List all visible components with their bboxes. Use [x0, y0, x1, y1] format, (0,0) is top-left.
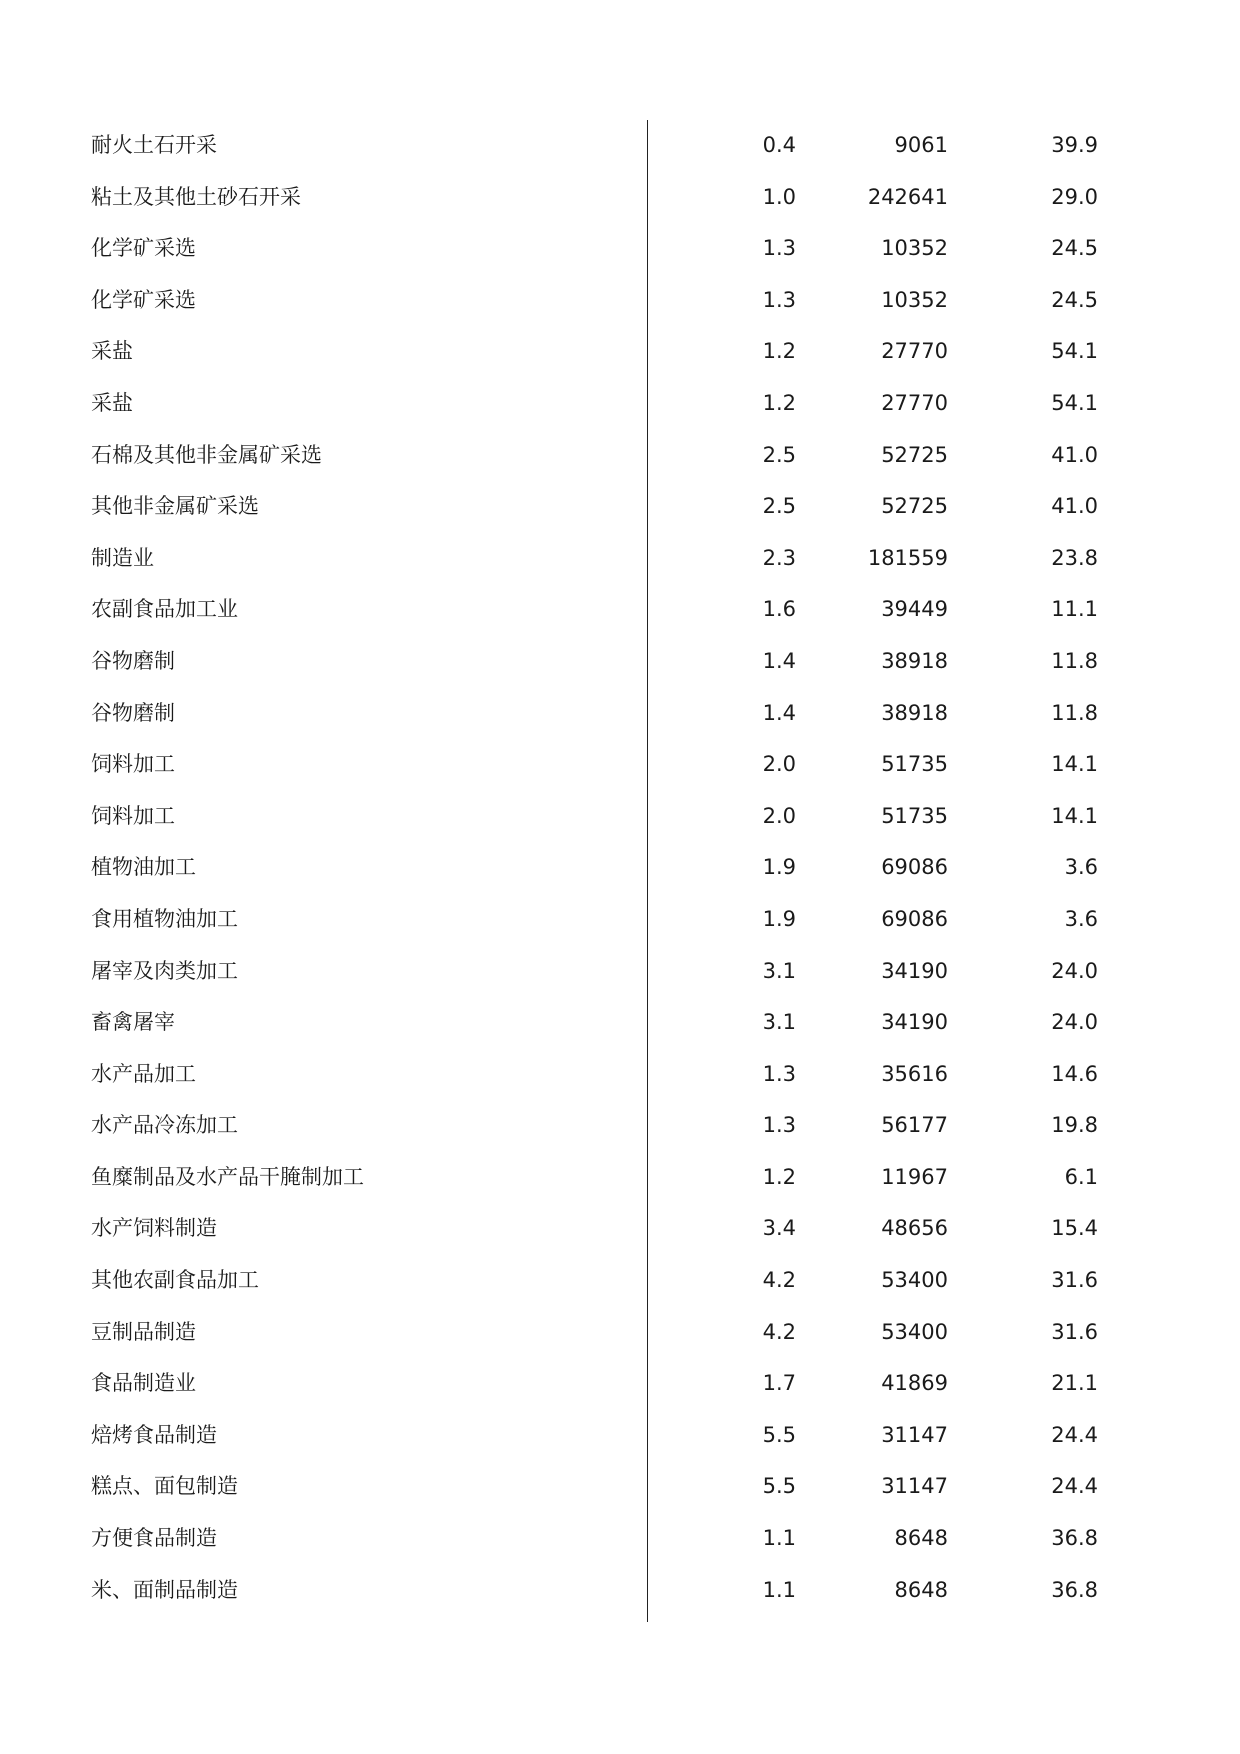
value-col-3: 21.1: [1051, 1371, 1098, 1396]
value-col-3: 36.8: [1051, 1577, 1098, 1602]
table-row: [0, 430, 1240, 482]
value-col-2: 35616: [881, 1061, 948, 1086]
value-col-1: 2.5: [762, 494, 796, 519]
value-col-1: 2.3: [762, 545, 796, 570]
value-col-2: 51735: [881, 752, 948, 777]
industry-name: 糕点、面包制造: [91, 1474, 238, 1499]
value-col-1: 1.6: [762, 597, 796, 622]
value-col-1: 2.5: [762, 442, 796, 467]
value-col-2: 48656: [881, 1216, 948, 1241]
value-col-3: 23.8: [1051, 545, 1098, 570]
value-col-3: 14.6: [1051, 1061, 1098, 1086]
value-col-1: 1.3: [762, 287, 796, 312]
table-row: [0, 894, 1240, 946]
value-col-1: 1.2: [762, 339, 796, 364]
industry-name: 化学矿采选: [91, 236, 196, 261]
table-row: [0, 636, 1240, 688]
value-col-2: 8648: [894, 1577, 948, 1602]
table-row: [0, 688, 1240, 740]
industry-name: 焙烤食品制造: [91, 1422, 217, 1447]
value-col-2: 27770: [881, 390, 948, 415]
table-row: [0, 1565, 1240, 1617]
value-col-3: 24.5: [1051, 287, 1098, 312]
value-col-3: 24.4: [1051, 1422, 1098, 1447]
value-col-2: 38918: [881, 700, 948, 725]
value-col-3: 6.1: [1064, 1164, 1098, 1189]
value-col-2: 31147: [881, 1422, 948, 1447]
industry-name: 畜禽屠宰: [91, 1010, 175, 1035]
table-row: [0, 1358, 1240, 1410]
value-col-3: 11.1: [1051, 597, 1098, 622]
industry-name: 鱼糜制品及水产品干腌制加工: [91, 1164, 364, 1189]
value-col-1: 2.0: [762, 803, 796, 828]
value-col-1: 1.4: [762, 700, 796, 725]
value-col-1: 1.7: [762, 1371, 796, 1396]
industry-name: 饲料加工: [91, 803, 175, 828]
value-col-1: 3.1: [762, 958, 796, 983]
value-col-3: 41.0: [1051, 494, 1098, 519]
industry-name: 耐火土石开采: [91, 133, 217, 157]
industry-name: 采盐: [91, 339, 133, 364]
industry-name: 饲料加工: [91, 752, 175, 777]
value-col-2: 34190: [881, 958, 948, 983]
value-col-1: 1.3: [762, 236, 796, 261]
value-col-1: 0.4: [762, 133, 796, 157]
table-row: [0, 739, 1240, 791]
industry-name: 谷物磨制: [91, 700, 175, 725]
value-col-2: 38918: [881, 648, 948, 673]
table-row: [0, 946, 1240, 998]
table-row: [0, 1049, 1240, 1101]
value-col-1: 5.5: [762, 1422, 796, 1447]
value-col-2: 31147: [881, 1474, 948, 1499]
table-row: [0, 533, 1240, 585]
value-col-1: 1.2: [762, 1164, 796, 1189]
value-col-3: 11.8: [1051, 700, 1098, 725]
industry-name: 水产品冷冻加工: [91, 1113, 238, 1138]
value-col-2: 51735: [881, 803, 948, 828]
value-col-2: 181559: [867, 545, 948, 570]
value-col-2: 10352: [881, 287, 948, 312]
value-col-2: 27770: [881, 339, 948, 364]
table-row: [0, 1307, 1240, 1359]
table-row: [0, 842, 1240, 894]
industry-name: 谷物磨制: [91, 648, 175, 673]
value-col-1: 5.5: [762, 1474, 796, 1499]
value-col-2: 34190: [881, 1010, 948, 1035]
value-col-1: 4.2: [762, 1268, 796, 1293]
value-col-1: 1.0: [762, 184, 796, 209]
table-row: [0, 1513, 1240, 1565]
industry-name: 屠宰及肉类加工: [91, 958, 238, 983]
table-row: [0, 481, 1240, 533]
value-col-3: 11.8: [1051, 648, 1098, 673]
value-col-3: 29.0: [1051, 184, 1098, 209]
value-col-2: 69086: [881, 855, 948, 880]
industry-name: 采盐: [91, 390, 133, 415]
value-col-2: 69086: [881, 906, 948, 931]
value-col-2: 52725: [881, 494, 948, 519]
value-col-2: 9061: [894, 133, 948, 157]
table-row: [0, 1203, 1240, 1255]
table-row: [0, 172, 1240, 224]
value-col-2: 10352: [881, 236, 948, 261]
value-col-2: 41869: [881, 1371, 948, 1396]
value-col-3: 14.1: [1051, 752, 1098, 777]
table-row: [0, 791, 1240, 843]
value-col-3: 24.0: [1051, 958, 1098, 983]
industry-name: 方便食品制造: [91, 1526, 217, 1551]
industry-name: 粘土及其他土砂石开采: [91, 184, 301, 209]
value-col-3: 3.6: [1064, 906, 1098, 931]
value-col-1: 1.3: [762, 1061, 796, 1086]
value-col-1: 4.2: [762, 1319, 796, 1344]
table-row: [0, 1100, 1240, 1152]
value-col-3: 54.1: [1051, 339, 1098, 364]
value-col-2: 53400: [881, 1319, 948, 1344]
industry-name: 水产品加工: [91, 1061, 196, 1086]
value-col-1: 3.4: [762, 1216, 796, 1241]
value-col-1: 1.1: [762, 1526, 796, 1551]
table-row: [0, 378, 1240, 430]
table-row: [0, 223, 1240, 275]
value-col-3: 15.4: [1051, 1216, 1098, 1241]
value-col-1: 1.2: [762, 390, 796, 415]
value-col-2: 53400: [881, 1268, 948, 1293]
value-col-3: 3.6: [1064, 855, 1098, 880]
industry-name: 食用植物油加工: [91, 906, 238, 931]
table-row: [0, 1255, 1240, 1307]
value-col-1: 1.4: [762, 648, 796, 673]
table-row: [0, 1461, 1240, 1513]
value-col-3: 14.1: [1051, 803, 1098, 828]
table-row: [0, 120, 1240, 172]
industry-name: 水产饲料制造: [91, 1216, 217, 1241]
value-col-2: 39449: [881, 597, 948, 622]
industry-name: 化学矿采选: [91, 287, 196, 312]
value-col-3: 19.8: [1051, 1113, 1098, 1138]
value-col-3: 24.4: [1051, 1474, 1098, 1499]
industry-name: 米、面制品制造: [91, 1577, 238, 1602]
value-col-1: 2.0: [762, 752, 796, 777]
industry-name: 其他农副食品加工: [91, 1268, 259, 1293]
value-col-1: 1.3: [762, 1113, 796, 1138]
value-col-3: 36.8: [1051, 1526, 1098, 1551]
value-col-1: 1.9: [762, 855, 796, 880]
value-col-3: 41.0: [1051, 442, 1098, 467]
table-row: [0, 584, 1240, 636]
value-col-3: 31.6: [1051, 1319, 1098, 1344]
value-col-2: 56177: [881, 1113, 948, 1138]
industry-name: 石棉及其他非金属矿采选: [91, 442, 322, 467]
industry-name: 植物油加工: [91, 855, 196, 880]
table-row: [0, 326, 1240, 378]
value-col-2: 11967: [881, 1164, 948, 1189]
table-row: [0, 1152, 1240, 1204]
value-col-1: 1.9: [762, 906, 796, 931]
industry-name: 其他非金属矿采选: [91, 494, 259, 519]
value-col-3: 24.5: [1051, 236, 1098, 261]
industry-table: [0, 120, 1240, 1616]
value-col-2: 52725: [881, 442, 948, 467]
table-row: [0, 997, 1240, 1049]
industry-name: 农副食品加工业: [91, 597, 238, 622]
value-col-1: 1.1: [762, 1577, 796, 1602]
value-col-3: 31.6: [1051, 1268, 1098, 1293]
value-col-3: 24.0: [1051, 1010, 1098, 1035]
industry-name: 豆制品制造: [91, 1319, 196, 1344]
industry-name: 制造业: [91, 545, 154, 570]
value-col-2: 8648: [894, 1526, 948, 1551]
table-row: [0, 1410, 1240, 1462]
table-row: [0, 275, 1240, 327]
value-col-1: 3.1: [762, 1010, 796, 1035]
industry-name: 食品制造业: [91, 1371, 196, 1396]
value-col-2: 242641: [867, 184, 948, 209]
value-col-3: 54.1: [1051, 390, 1098, 415]
value-col-3: 39.9: [1051, 133, 1098, 157]
